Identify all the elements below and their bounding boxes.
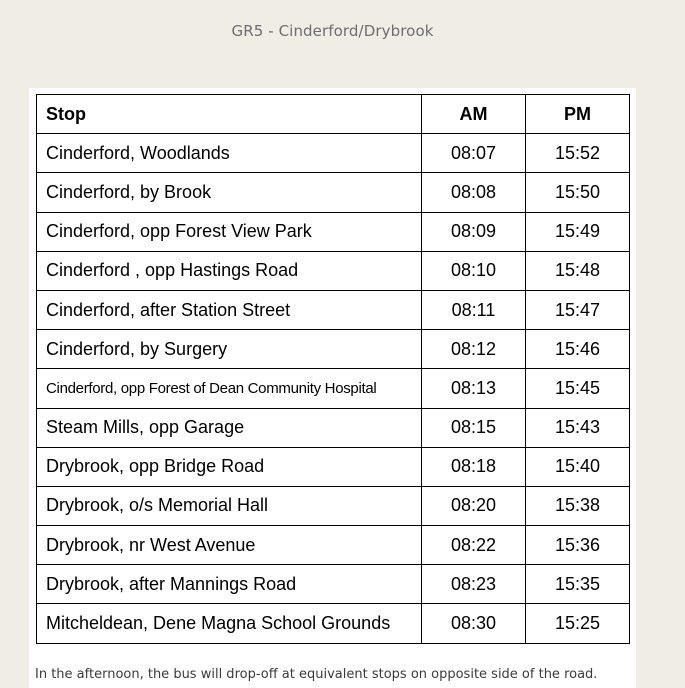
pm-time: 15:36 [526, 526, 630, 565]
header-am: AM [422, 95, 526, 134]
pm-time: 15:25 [526, 604, 630, 643]
am-time: 08:12 [422, 330, 526, 369]
am-time: 08:18 [422, 447, 526, 486]
stop-name: Steam Mills, opp Garage [37, 408, 422, 447]
am-time: 08:30 [422, 604, 526, 643]
pm-time: 15:49 [526, 212, 630, 251]
table-row [37, 212, 630, 251]
pm-time: 15:48 [526, 251, 630, 290]
am-time: 08:15 [422, 408, 526, 447]
header-stop: Stop [37, 95, 422, 134]
pm-time: 15:52 [526, 134, 630, 173]
pm-time: 15:45 [526, 369, 630, 408]
table-row [37, 604, 630, 643]
table-row [37, 486, 630, 525]
stop-name: Drybrook, o/s Memorial Hall [37, 486, 422, 525]
table-row [37, 447, 630, 486]
stop-name: Drybrook, after Mannings Road [37, 565, 422, 604]
pm-time: 15:47 [526, 290, 630, 329]
am-time: 08:09 [422, 212, 526, 251]
am-time: 08:22 [422, 526, 526, 565]
stop-name: Cinderford, Woodlands [37, 134, 422, 173]
am-time: 08:23 [422, 565, 526, 604]
stop-name: Cinderford, by Surgery [37, 330, 422, 369]
timetable-header-row [37, 95, 630, 134]
table-row [37, 369, 630, 408]
stop-name: Mitcheldean, Dene Magna School Grounds [37, 604, 422, 643]
am-time: 08:10 [422, 251, 526, 290]
stop-name: Cinderford, opp Forest of Dean Community Hospital [37, 369, 422, 408]
stop-name: Drybrook, nr West Avenue [37, 526, 422, 565]
table-row [37, 290, 630, 329]
am-time: 08:20 [422, 486, 526, 525]
timetable-card [29, 88, 636, 688]
pm-time: 15:46 [526, 330, 630, 369]
timetable [36, 94, 630, 644]
pm-time: 15:43 [526, 408, 630, 447]
stop-name: Cinderford , opp Hastings Road [37, 251, 422, 290]
pm-time: 15:35 [526, 565, 630, 604]
table-row [37, 173, 630, 212]
am-time: 08:11 [422, 290, 526, 329]
stop-name: Cinderford, by Brook [37, 173, 422, 212]
am-time: 08:08 [422, 173, 526, 212]
am-time: 08:13 [422, 369, 526, 408]
stop-name: Drybrook, opp Bridge Road [37, 447, 422, 486]
table-row [37, 134, 630, 173]
pm-time: 15:50 [526, 173, 630, 212]
stop-name: Cinderford, opp Forest View Park [37, 212, 422, 251]
table-row [37, 251, 630, 290]
header-pm: PM [526, 95, 630, 134]
table-row [37, 565, 630, 604]
pm-time: 15:38 [526, 486, 630, 525]
table-row [37, 526, 630, 565]
am-time: 08:07 [422, 134, 526, 173]
stop-name: Cinderford, after Station Street [37, 290, 422, 329]
page-title: GR5 - Cinderford/Drybrook [231, 22, 434, 40]
table-row [37, 330, 630, 369]
pm-time: 15:40 [526, 447, 630, 486]
table-row [37, 408, 630, 447]
footnote: In the afternoon, the bus will drop-off at equivalent stops on opposite side of the road. [35, 667, 598, 682]
